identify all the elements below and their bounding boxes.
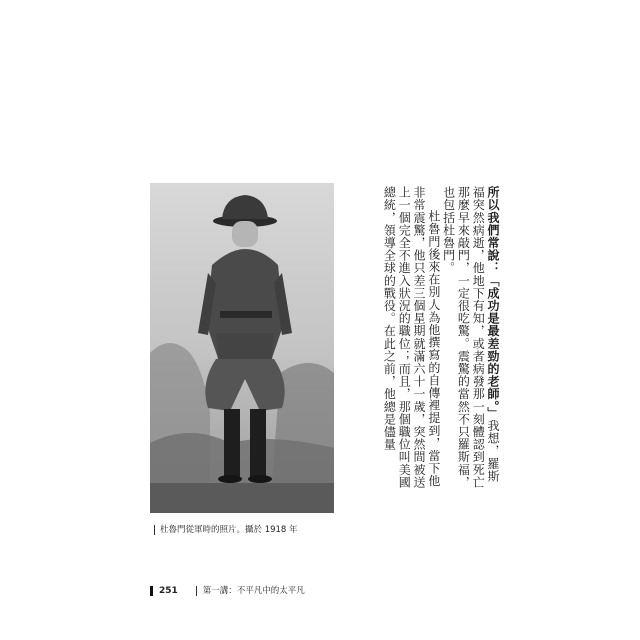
bold-lead-sentence: 所以我們常說：「成功是最差勁的老師。」 (486, 186, 500, 420)
page-footer (150, 584, 450, 598)
truman-military-photo (150, 183, 334, 513)
vertical-body-text (370, 186, 500, 494)
footer-mark (150, 586, 153, 596)
chapter-title: 第一講：不平凡中的太平凡 (202, 586, 305, 596)
paragraph-2: 杜魯門後來在別人為他撰寫的自傳裡提到，當下他非常震驚，他只差三個星期就滿六十一歲，突然間被送上一個完全不進入狀況的職位；而且，那個職位叫美國總統，領導全球的戰役。在此之前，他總是儘量 (382, 186, 441, 489)
photo-illustration (150, 183, 334, 513)
page-number: 251 (159, 586, 178, 596)
paragraph-1-rest: 我想，羅斯福突然病逝，他地下有知，或者病發那一刻體認到死亡那麼早來敲門，一定很吃驚。震驚的當然不只羅斯福，也包括杜魯門。 (441, 186, 500, 489)
photo-caption (154, 522, 354, 538)
caption-text: 杜魯門從軍時的照片。攝於 1918 年 (160, 525, 298, 535)
caption-bar (154, 525, 155, 535)
footer-divider (196, 586, 197, 596)
paragraph-1 (441, 186, 500, 494)
